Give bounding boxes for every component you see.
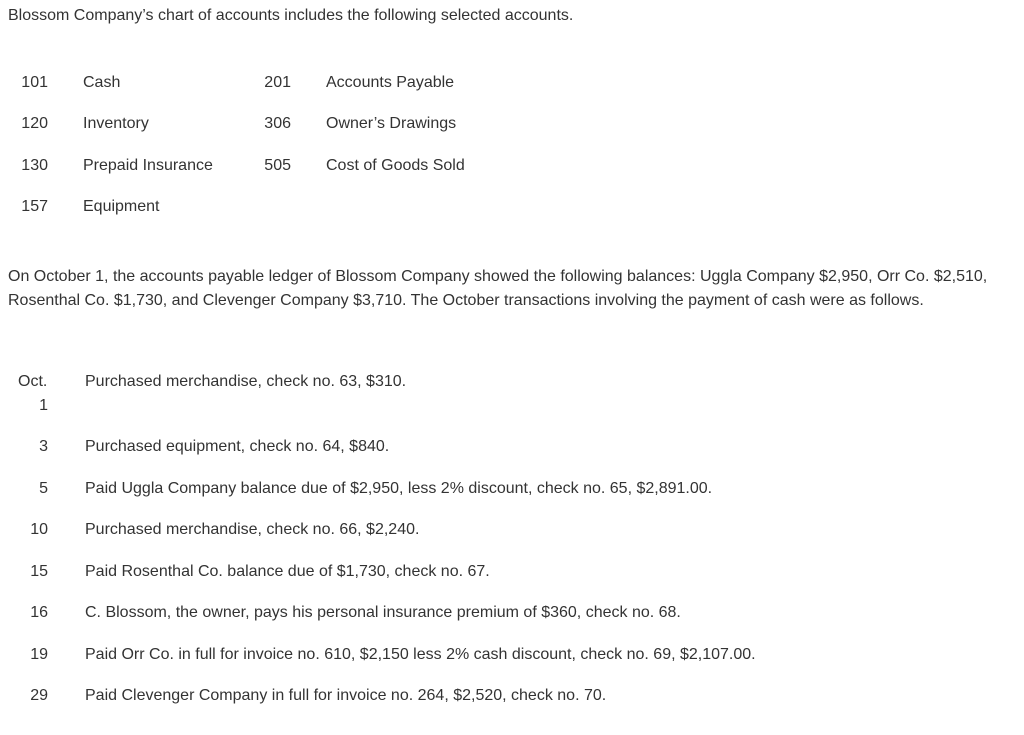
transaction-day: 19 [30, 645, 48, 663]
transaction-description: Paid Rosenthal Co. balance due of $1,730, check no. 67. [85, 562, 490, 580]
transaction-description: Paid Clevenger Company in full for invoice no. 264, $2,520, check no. 70. [85, 687, 607, 704]
transaction-row [8, 370, 756, 435]
account-name: Inventory [83, 115, 149, 133]
account-row [8, 145, 465, 187]
transaction-description: Purchased merchandise, check no. 66, $2,240. [85, 521, 420, 538]
account-name: Owner’s Drawings [326, 115, 457, 133]
transaction-month: Oct. [18, 373, 48, 390]
account-row [8, 104, 465, 146]
account-name: Cost of Goods Sold [326, 156, 465, 174]
transaction-day: 1 [39, 397, 48, 414]
account-name [291, 187, 465, 229]
transaction-day: 15 [30, 562, 48, 580]
account-number: 201 [264, 73, 291, 91]
transaction-description: Paid Orr Co. in full for invoice no. 610, $2,150 less 2% cash discount, check no. 69, $2,107.00. [85, 645, 756, 663]
account-number: 157 [21, 198, 48, 216]
transaction-day: 5 [39, 479, 48, 497]
account-number [248, 187, 291, 229]
transactions-table [8, 370, 756, 726]
account-row [8, 187, 465, 229]
account-number: 120 [21, 115, 48, 133]
transaction-description: Purchased equipment, check no. 64, $840. [85, 438, 390, 455]
transaction-row [8, 477, 756, 519]
transaction-day: 3 [39, 438, 48, 455]
account-name: Accounts Payable [326, 73, 455, 91]
chart-of-accounts-table [8, 62, 465, 228]
account-name: Cash [83, 73, 121, 91]
transaction-description: C. Blossom, the owner, pays his personal insurance premium of $360, check no. 68. [85, 604, 681, 621]
transaction-day: 29 [30, 687, 48, 704]
transaction-row [8, 601, 756, 643]
transaction-row [8, 684, 756, 726]
transaction-row [8, 435, 756, 477]
transaction-row [8, 643, 756, 685]
transaction-row [8, 518, 756, 560]
transaction-day: 10 [30, 521, 48, 538]
account-row [8, 62, 465, 104]
account-number: 130 [21, 156, 48, 174]
account-number: 306 [264, 115, 291, 133]
transaction-date [8, 370, 48, 435]
account-name: Equipment [83, 198, 160, 216]
ledger-paragraph: On October 1, the accounts payable ledger of Blossom Company showed the following balances: Uggla Company $2,950, Orr Co. $2,510, Rosenthal Co. $1,730, and Clevenger Company $3,710. The October transactions involving the payment of cash were as follows. [8, 268, 988, 309]
account-number: 505 [264, 156, 291, 174]
transaction-description: Purchased merchandise, check no. 63, $310. [85, 373, 407, 390]
transaction-row [8, 560, 756, 602]
account-number: 101 [21, 73, 48, 91]
transaction-day: 16 [30, 604, 48, 621]
intro-text: Blossom Company’s chart of accounts includes the following selected accounts. [8, 7, 574, 24]
transaction-description: Paid Uggla Company balance due of $2,950, less 2% discount, check no. 65, $2,891.00. [85, 479, 713, 497]
account-name: Prepaid Insurance [83, 156, 213, 174]
